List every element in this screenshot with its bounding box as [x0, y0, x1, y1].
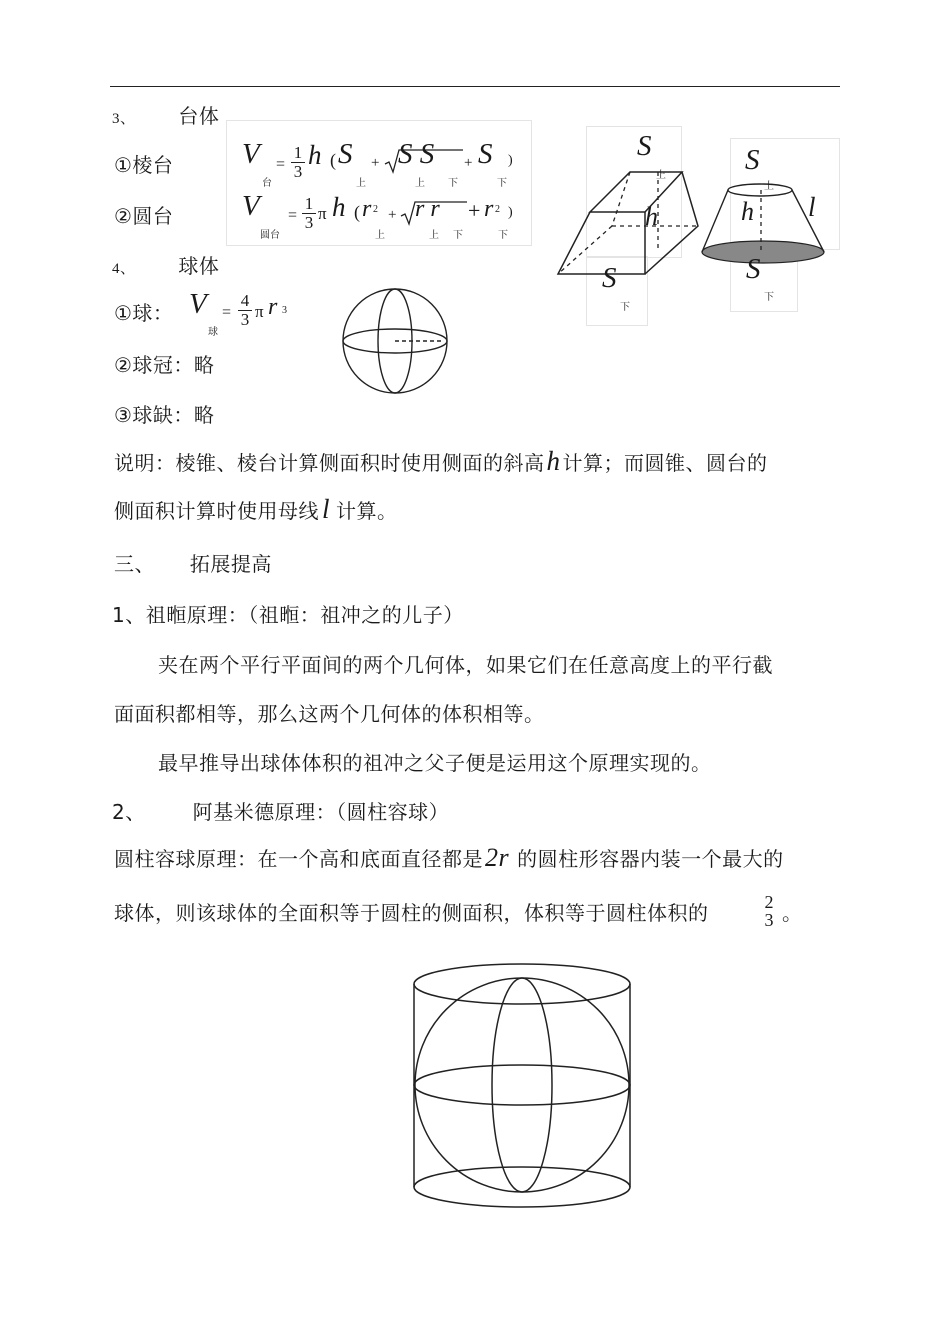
section-title: 阿基米德原理：（圆柱容球）	[192, 800, 450, 824]
note-text: 侧面积计算时使用母线	[114, 499, 319, 523]
fraction-two-thirds	[762, 893, 776, 929]
frustum-cone-drawing	[695, 180, 855, 270]
spherical-segment-line: ③球缺：略	[114, 403, 215, 427]
archimedes-text: 圆柱容球原理：在一个高和底面直径都是	[114, 847, 483, 871]
area-bottom-subscript: 下	[497, 178, 507, 189]
equals-sign: =	[288, 207, 298, 224]
top-area-label: S	[745, 144, 760, 176]
sqrt-sub-top: 上	[429, 230, 439, 241]
zu-principle-heading: 1、祖暅原理：（祖暅：祖冲之的儿子）	[112, 603, 464, 627]
numerator: 1	[304, 194, 314, 213]
generatrix-symbol: l	[322, 494, 331, 524]
section-4-heading	[112, 250, 219, 279]
note-text: 计算。	[336, 499, 398, 523]
section-3-heading	[112, 100, 219, 129]
sphere-drawing	[340, 288, 450, 394]
bottom-area-label: S	[602, 262, 617, 294]
bottom-area-label: S	[746, 253, 761, 285]
section-number: 4、	[112, 261, 136, 277]
zu-paragraph-line: 面面积都相等，那么这两个几何体的体积相等。	[114, 702, 545, 726]
note-line-2	[114, 494, 398, 525]
volume-symbol: V	[189, 288, 207, 320]
radius-exponent: 3	[282, 305, 287, 316]
archimedes-heading	[112, 796, 449, 825]
part-number: 三、	[114, 552, 155, 576]
frustum-pyramid-label: ①棱台	[114, 153, 174, 177]
height-symbol: h	[308, 140, 322, 170]
archimedes-line-1	[114, 843, 784, 873]
bottom-area-subscript: 下	[620, 302, 630, 313]
sqrt-sub-bottom: 下	[448, 178, 458, 189]
fraction-one-third	[291, 144, 305, 181]
numerator: 4	[240, 291, 250, 310]
archimedes-text: 的圆柱形容器内装一个最大的	[517, 847, 784, 871]
denominator: 3	[291, 162, 305, 181]
equals-sign: =	[222, 304, 232, 321]
radius-top-symbol: r	[362, 196, 372, 222]
volume-subscript: 圆台	[260, 230, 280, 241]
section-title: 台体	[178, 104, 220, 128]
note-line-1	[114, 446, 768, 477]
zu-paragraph-line: 夹在两个平行平面间的两个几何体，如果它们在任意高度上的平行截	[158, 653, 773, 677]
pi-symbol: π	[318, 204, 327, 223]
height-symbol: h	[332, 192, 346, 222]
height-label: h	[645, 202, 658, 231]
radius-bottom-symbol: r	[484, 196, 494, 222]
pi-symbol: π	[255, 302, 264, 321]
equals-sign: =	[276, 156, 286, 173]
radius-bottom-exponent: 2	[495, 204, 500, 215]
sqrt-product: S S	[398, 138, 435, 170]
sqrt-sub-top: 上	[415, 178, 425, 189]
height-label: h	[741, 197, 754, 226]
note-text: 计算；而圆锥、圆台的	[562, 451, 768, 475]
top-area-label: S	[637, 130, 652, 162]
frustum-pyramid-drawing	[550, 160, 710, 280]
radius-bottom-subscript: 下	[498, 230, 508, 241]
volume-symbol: V	[242, 190, 260, 222]
fraction-one-third	[302, 195, 316, 232]
note-text: 说明：棱锥、棱台计算侧面积时使用侧面的斜高	[114, 451, 545, 475]
period: 。	[782, 901, 803, 925]
sphere-label: ①球：	[114, 301, 174, 325]
volume-subscript: 台	[262, 178, 272, 189]
cylinder-sphere-drawing	[410, 962, 635, 1210]
plus-sign: +	[371, 155, 380, 171]
sqrt-sub-bottom: 下	[453, 230, 463, 241]
radius-top-subscript: 上	[375, 230, 385, 241]
section-title: 球体	[178, 254, 220, 278]
header-rule	[110, 86, 840, 87]
zu-history-line: 最早推导出球体体积的祖冲之父子便是运用这个原理实现的。	[158, 751, 712, 775]
fraction-four-thirds	[238, 292, 252, 329]
part-title: 拓展提高	[189, 552, 272, 576]
section-number: 2、	[112, 800, 146, 824]
plus-sign: +	[388, 207, 397, 223]
plus-sign: +	[468, 198, 481, 223]
numerator: 2	[764, 892, 774, 912]
frustum-cone-label: ②圆台	[114, 204, 174, 228]
area-bottom-symbol: S	[478, 138, 493, 170]
denominator: 3	[238, 310, 252, 329]
section-number: 3、	[112, 111, 136, 127]
part-3-heading	[114, 548, 272, 577]
left-paren: (	[354, 202, 360, 222]
radius-top-exponent: 2	[373, 204, 378, 215]
top-area-subscript: 上	[764, 181, 774, 192]
area-top-subscript: 上	[356, 178, 366, 189]
radius-symbol: r	[268, 294, 278, 320]
slant-height-symbol: h	[546, 446, 561, 476]
area-top-symbol: S	[338, 138, 353, 170]
bottom-area-subscript: 下	[764, 292, 774, 303]
top-area-subscript: 上	[656, 170, 666, 181]
volume-symbol: V	[242, 138, 260, 170]
slant-label: l	[808, 192, 816, 222]
volume-subscript: 球	[208, 327, 218, 338]
sqrt-product: r r	[415, 196, 440, 222]
right-paren: )	[508, 205, 513, 220]
numerator: 1	[293, 143, 303, 162]
plus-sign: +	[464, 155, 473, 171]
diameter-symbol: 2r	[485, 843, 510, 872]
denominator: 3	[764, 910, 774, 930]
left-paren: (	[330, 150, 336, 170]
denominator: 3	[302, 213, 316, 232]
spherical-cap-line: ②球冠：略	[114, 353, 215, 377]
archimedes-line-2: 球体，则该球体的全面积等于圆柱的侧面积，体积等于圆柱体积的	[114, 901, 709, 925]
right-paren: )	[508, 153, 513, 168]
